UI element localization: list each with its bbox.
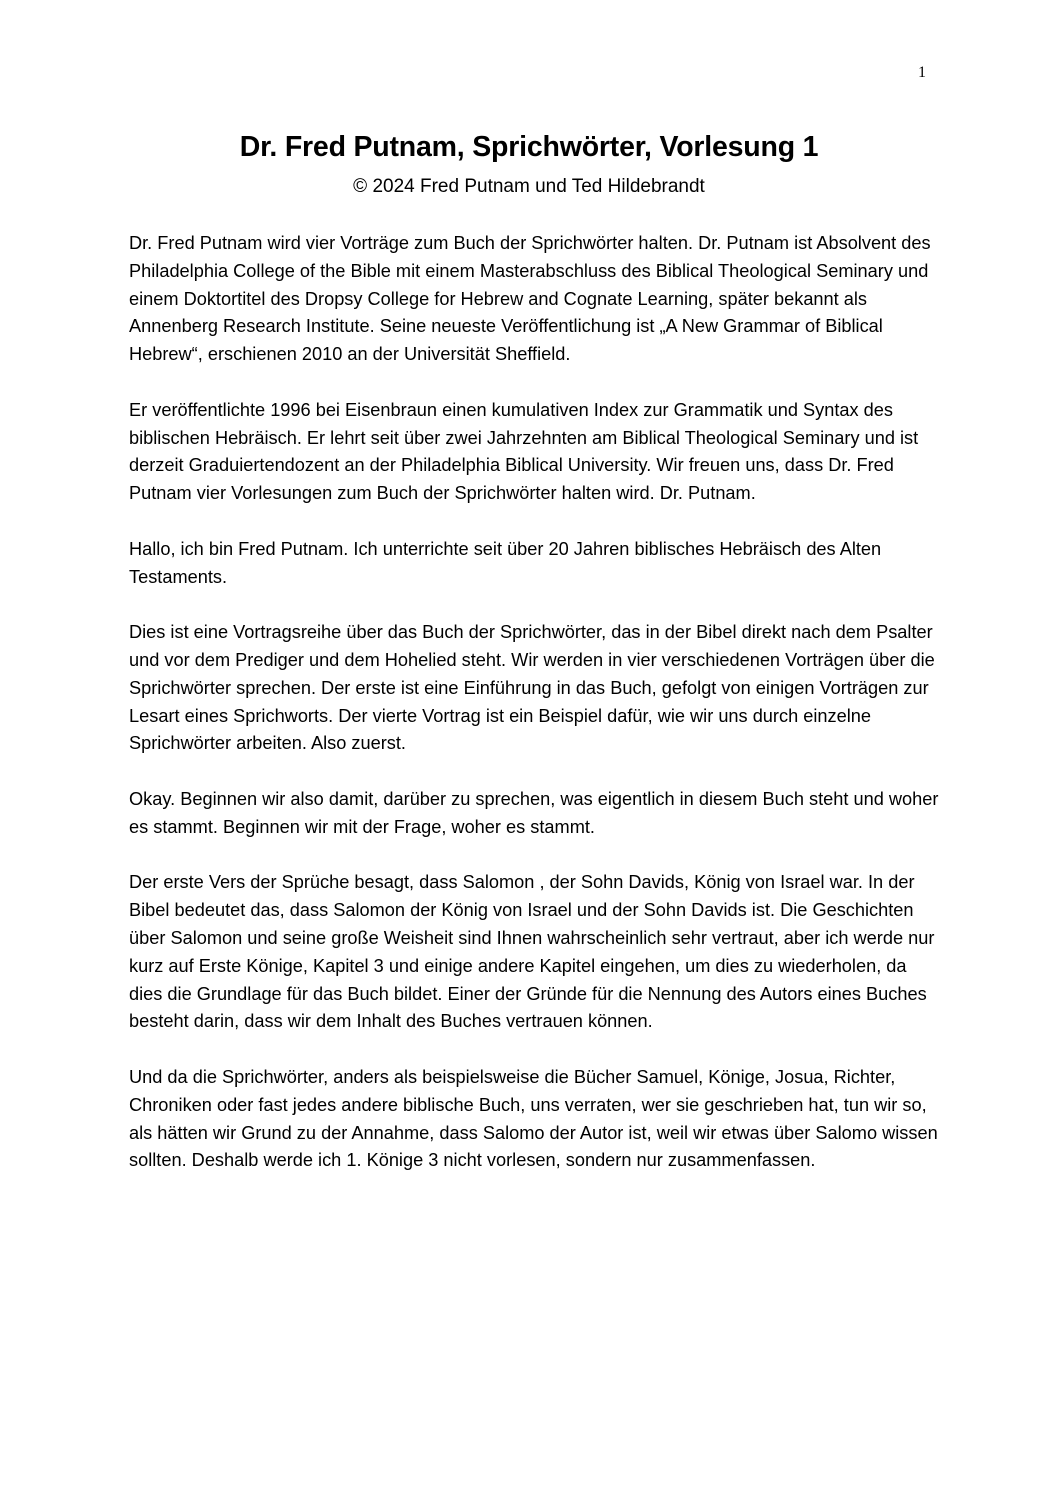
page-number: 1 — [918, 64, 926, 81]
copyright-line: © 2024 Fred Putnam und Ted Hildebrandt — [353, 176, 705, 197]
paragraph-publications: Er veröffentlichte 1996 bei Eisenbraun einen kumulativen Index zur Grammatik und Syntax des biblischen Hebräisch. Er lehrt seit über zwei Jahrzehnten am Biblical Theological Seminary und ist derzeit Graduiertendozent an der Philadelphia Biblical University. Wir freuen uns, dass Dr. Fred Putnam vier Vorlesungen zum Buch der Sprichwörter halten wird. Dr. Putnam. — [129, 399, 919, 504]
paragraph-series-overview: Dies ist eine Vortragsreihe über das Buch der Sprichwörter, das in der Bibel direkt nach dem Psalter und vor dem Prediger und dem Hohelied steht. Wir werden in vier verschiedenen Vorträgen über die Sprichwörter sprechen. Der erste ist eine Einführung in das Buch, gefolgt von einigen Vorträgen zur Lesart eines Sprichworts. Der vierte Vortrag ist ein Beispiel dafür, wie wir uns durch einzelne Sprichwörter arbeiten. Also zuerst. — [129, 622, 935, 754]
paragraph-intro: Dr. Fred Putnam wird vier Vorträge zum Buch der Sprichwörter halten. Dr. Putnam ist Absolvent des Philadelphia College of the Bible mit einem Masterabschluss des Biblical Theological Seminary und einem Doktortitel des Dropsy College for Hebrew and Cognate Learning, später bekannt als Annenberg Research Institute. Seine neueste Veröffentlichung ist „A New Grammar of Biblical Hebrew“, erschienen 2010 an der Universität Sheffield. — [129, 233, 931, 365]
document-body — [129, 230, 939, 1203]
paragraph-authorship: Und da die Sprichwörter, anders als beispielsweise die Bücher Samuel, Könige, Josua, Richter, Chroniken oder fast jedes andere biblische Buch, uns verraten, wer sie geschrieben hat, tun wir so, als hätten wir Grund zu der Annahme, dass Salomo der Autor ist, weil wir etwas über Salomo wissen sollten. Deshalb werde ich 1. Könige 3 nicht vorlesen, sondern nur zusammenfassen. — [129, 1066, 938, 1171]
paragraph-first-verse: Der erste Vers der Sprüche besagt, dass Salomon , der Sohn Davids, König von Israel war. In der Bibel bedeutet das, dass Salomon der König von Israel und der Sohn Davids ist. Die Geschichten über Salomon und seine große Weisheit sind Ihnen wahrscheinlich sehr vertraut, aber ich werde nur kurz auf Erste Könige, Kapitel 3 und einige andere Kapitel eingehen, um dies zu wiederholen, da dies die Grundlage für das Buch bildet. Einer der Gründe für die Nennung des Autors eines Buches besteht darin, dass wir dem Inhalt des Buches vertrauen können. — [129, 872, 935, 1032]
paragraph-greeting: Hallo, ich bin Fred Putnam. Ich unterrichte seit über 20 Jahren biblisches Hebräisch des Alten Testaments. — [129, 538, 882, 587]
paragraph-beginning: Okay. Beginnen wir also damit, darüber zu sprechen, was eigentlich in diesem Buch steht und woher es stammt. Beginnen wir mit der Frage, woher es stammt. — [129, 788, 939, 837]
document-title: Dr. Fred Putnam, Sprichwörter, Vorlesung 1 — [239, 131, 819, 163]
